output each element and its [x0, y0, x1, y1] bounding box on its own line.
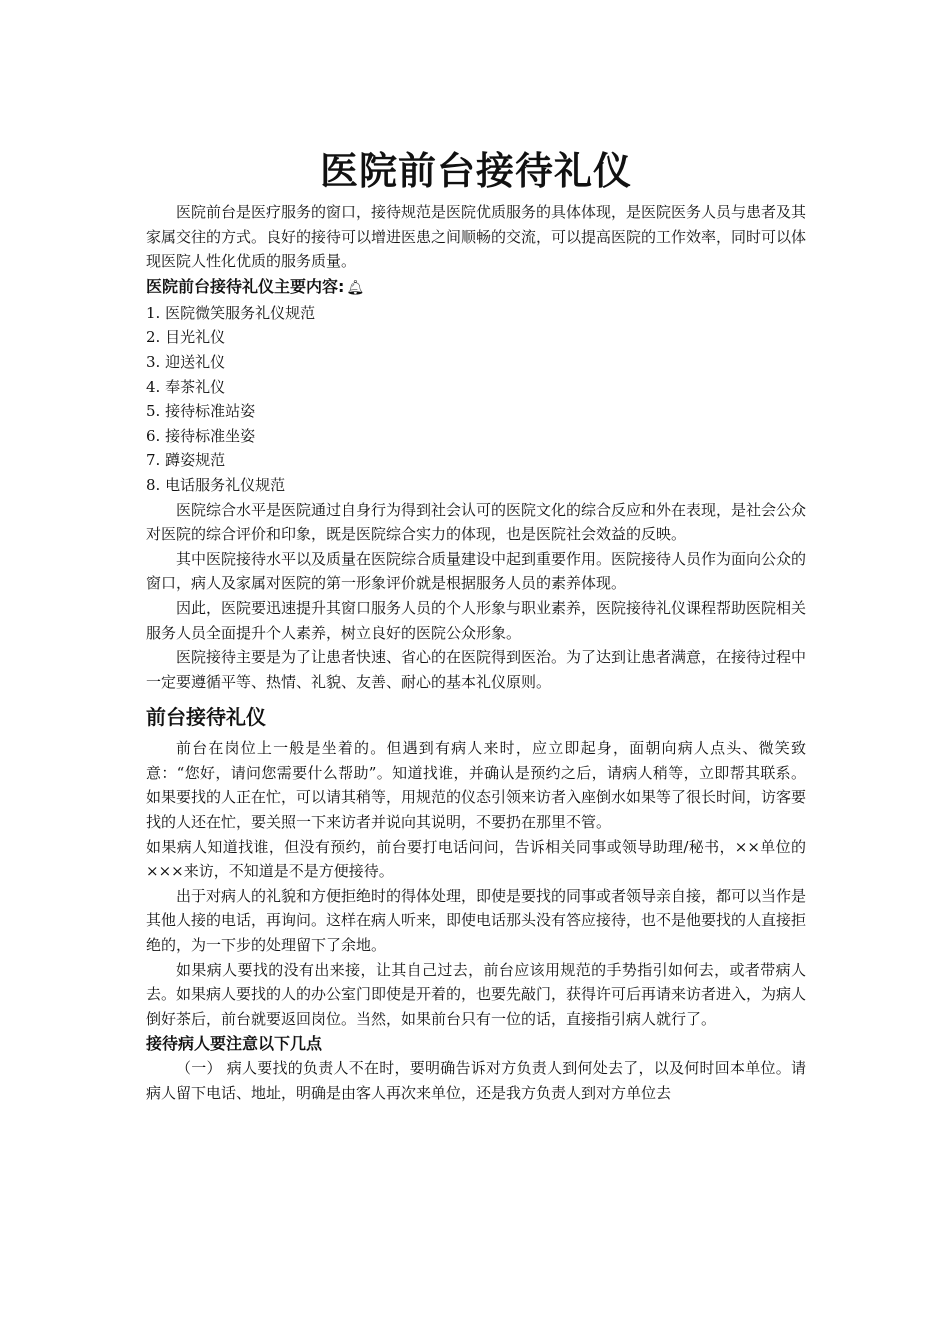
list-item: 8. 电话服务礼仪规范	[146, 475, 286, 494]
paragraph: 医院综合水平是医院通过自身行为得到社会认可的医院文化的综合反应和外在表现，是社会公众对医院的综合评价和印象，既是医院综合实力的体现，也是医院社会效益的反映。	[146, 500, 807, 544]
paragraph: （一） 病人要找的负责人不在时，要明确告诉对方负责人到何处去了，以及何时回本单位。请病人留下电话、地址，明确是由客人再次来单位，还是我方负责人到对方单位去	[146, 1059, 806, 1102]
paragraph: 医院接待主要是为了让患者快速、省心的在医院得到医治。为了达到让患者满意，在接待过程中一定要遵循平等、热情、礼貌、友善、耐心的基本礼仪原则。	[146, 648, 807, 691]
paragraph: 其中医院接待水平以及质量在医院综合质量建设中起到重要作用。医院接待人员作为面向公众的窗口，病人及家属对医院的第一形象评价就是根据服务人员的素养体现。	[146, 549, 807, 593]
list-item: 1. 医院微笑服务礼仪规范	[146, 303, 316, 322]
paragraph: 因此，医院要迅速提升其窗口服务人员的个人形象与职业素养，医院接待礼仪课程帮助医院相关服务人员全面提升个人素养，树立良好的医院公众形象。	[146, 598, 807, 642]
paragraph: 如果病人要找的没有出来接，让其自己过去，前台应该用规范的手势指引如何去，或者带病人去。如果病人要找的人的办公室门即使是开着的，也要先敲门，获得许可后再请来访者进入，为病人倒好茶后，前台就要返回岗位。当然，如果前台只有一位的话，直接指引病人就行了。	[146, 960, 807, 1028]
contents-heading-text: 医院前台接待礼仪主要内容:	[146, 276, 345, 296]
document-title: 医院前台接待礼仪	[319, 149, 632, 193]
bell-icon: 🔔︎	[346, 279, 365, 296]
list-item: 3. 迎送礼仪	[146, 352, 226, 371]
paragraph: 如果病人知道找谁，但没有预约，前台要打电话问问，告诉相关同事或领导助理/秘书，××单位的×××来访，不知道是不是方便接待。	[146, 837, 806, 881]
section-heading-reception: 前台接待礼仪	[146, 705, 266, 730]
contents-heading	[146, 274, 806, 301]
intro-paragraph: 医院前台是医疗服务的窗口，接待规范是医院优质服务的具体体现，是医院医务人员与患者及其家属交往的方式。良好的接待可以增进医患之间顺畅的交流，可以提高医院的工作效率，同时可以体现医院人性化优质的服务质量。	[146, 203, 807, 271]
list-item: 7. 蹲姿规范	[146, 451, 226, 470]
list-item: 5. 接待标准站姿	[146, 402, 256, 421]
contents-list	[146, 301, 806, 498]
paragraph: 出于对病人的礼貌和方便拒绝时的得体处理，即使是要找的同事或者领导亲自接，都可以当作是其他人接的电话，再询问。这样在病人听来，即使电话那头没有答应接待，也不是他要找的人直接拒绝的，为一下步的处理留下了余地。	[146, 886, 807, 955]
document-page	[146, 142, 806, 1106]
paragraph: 前台在岗位上一般是坐着的。但遇到有病人来时，应立即起身，面朝向病人点头、微笑致意：“您好，请问您需要什么帮助”。知道找谁，并确认是预约之后，请病人稍等，立即帮其联系。如果要找的人正在忙，可以请其稍等，用规范的仪态引领来访者入座倒水如果等了很长时间，访客要找的人还在忙，要关照一下来访者并说向其说明，不要扔在那里不管。	[146, 739, 807, 832]
list-item: 2. 目光礼仪	[146, 328, 226, 347]
list-item: 6. 接待标准坐姿	[146, 426, 256, 445]
list-item: 4. 奉茶礼仪	[146, 377, 226, 396]
section-heading-notes: 接待病人要注意以下几点	[146, 1034, 323, 1054]
